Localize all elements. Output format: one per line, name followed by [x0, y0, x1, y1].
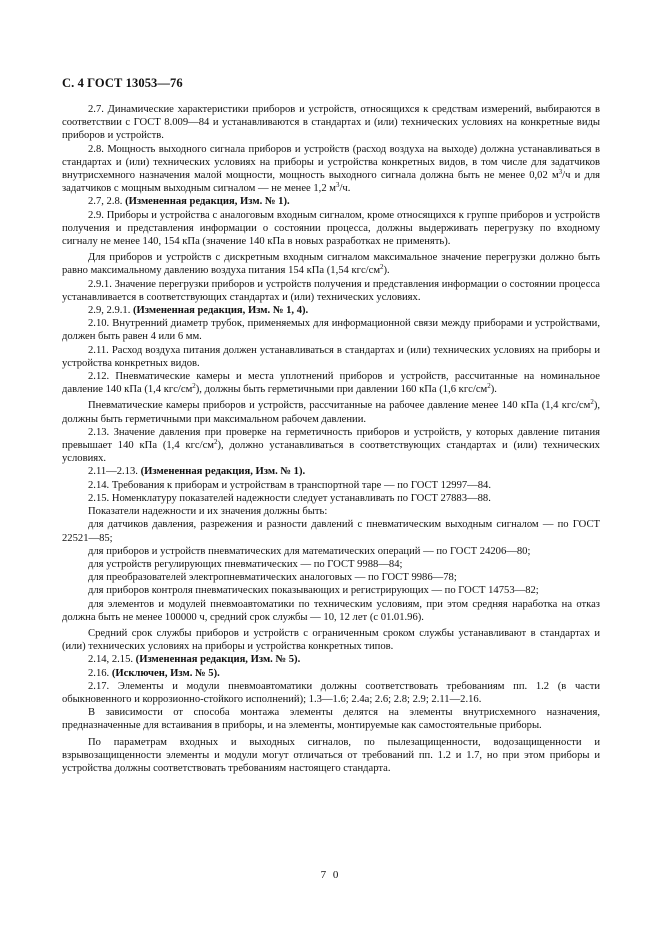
document-body [62, 103, 600, 775]
paragraph-2-9-1: 2.9.1. Значение перегрузки приборов и устройств получения и представления информации о состоянии процесса устанавливается в соответствующих стандартах и (или) технических условиях. [62, 278, 600, 303]
paragraph-2-17: 2.17. Элементы и модули пневмоавтоматики должны соответствовать требованиям пп. 1.2 (в части обыкновенного и коррозионно-стойкого исполнений); 1.3—1.6; 2.4а; 2.6; 2.8; 2.9; 2.11—2.16. [62, 680, 600, 705]
paragraph-2-7: 2.7. Динамические характеристики приборов и устройств, относящихся к средствам измерений, выбираются в соответствии с ГОСТ 8.009—84 и устанавливаются в стандартах и (или) технических условиях на конкретные виды приборов и устройств. [62, 104, 600, 142]
paragraph-2-16: 2.16. (Исключен, Изм. № 5). [88, 667, 220, 679]
amendment-2-11-2-13: 2.11—2.13. (Измененная редакция, Изм. № 1). [88, 466, 306, 478]
paragraph-2-13: 2.13. Значение давления при проверке на герметичность приборов и устройств, у которых давление питания превышает 140 кПа (1,4 кгс/$см^2$), должно устанавливаться в соответствующих стандартах и (или) технических условиях. [62, 426, 600, 465]
reliability-item: для устройств регулирующих пневматических — по ГОСТ 9988—84; [88, 558, 403, 570]
paragraph-2-12: 2.12. Пневматические камеры и места уплотнений приборов и устройств, рассчитанные на номинальное давление 140 кПа (1,4 кгс/$см^2$), должны быть герметичными при давлении 160 кПа (1,6 кгс/$см^2$). [62, 371, 600, 396]
paragraph-2-8: 2.8. Мощность выходного сигнала приборов и устройств (расход воздуха на выходе) должна устанавливаться в стандартах и (или) технических условиях на приборы и устройства конкретных видов, в том числе для задатчиков внутрисхемного назначения малой мощности, мощность выходного сигнала должна быть не менее 0,02 $м^3/ч$ и для задатчиков с мощным выходным сигналом — не менее 1,2 $м^3/ч$. [62, 143, 600, 195]
reliability-item: для приборов контроля пневматических показывающих и регистрирующих — по ГОСТ 14753—82; [88, 585, 539, 597]
paragraph-2-17-mounting: В зависимости от способа монтажа элементы делятся на элементы внутрисхемного назначения, предназначенные для встаивания в приборы, и на элементы, монтируемые как самостоятельные приборы. [62, 707, 600, 732]
paragraph-2-17-signals: По параметрам входных и выходных сигналов, по пылезащищенности, водозащищенности и взрывозащищенности элементы и модули могут отличаться от требований пп. 1.2 и 1.7, но при этом приборы и устройства должны соответствовать требованиям настоящего стандарта. [62, 736, 600, 774]
amendment-2-7-2-8: 2.7, 2.8. (Измененная редакция, Изм. № 1). [88, 196, 290, 208]
paragraph-2-12-working-pressure: Пневматические камеры приборов и устройств, рассчитанные на рабочее давление менее 140 кПа (1,4 кгс/$см^2$), должны быть герметичными при максимальном рабочем давлении. [62, 398, 600, 425]
paragraph-2-15: 2.15. Номенклатуру показателей надежности следует устанавливать по ГОСТ 27883—88. [88, 492, 491, 504]
reliability-intro: Показатели надежности и их значения должны быть: [88, 506, 328, 518]
paragraph-2-11: 2.11. Расход воздуха питания должен устанавливаться в стандартах и (или) технических условиях на приборы и устройства конкретных видов. [62, 344, 600, 369]
service-life-paragraph: Средний срок службы приборов и устройств с ограниченным сроком службы устанавливают в стандартах и (или) технических условиях на приборы и устройства конкретных типов. [62, 627, 600, 653]
amendment-2-14-2-15: 2.14, 2.15. (Измененная редакция, Изм. № 5). [88, 654, 301, 666]
reliability-item: для датчиков давления, разрежения и разности давлений с пневматическим выходным сигналом — по ГОСТ 22521—85; [62, 519, 600, 544]
paragraph-2-10: 2.10. Внутренний диаметр трубок, применяемых для информационной связи между приборами и устройствами, должен быть равен 4 или 6 мм. [62, 318, 600, 343]
paragraph-2-9: 2.9. Приборы и устройства с аналоговым входным сигналом, кроме относящихся к группе приборов и устройств получения и представления информации о состоянии процесса, должны выдерживать перегрузку по входному сигналу не менее 140, 154 кПа (значение 140 кПа в новых разработках не применять). [62, 209, 600, 248]
reliability-item: для преобразователей электропневматических аналоговых — по ГОСТ 9986—78; [88, 572, 457, 584]
amendment-2-9-2-9-1: 2.9, 2.9.1. (Измененная редакция, Изм. № 1, 4). [88, 305, 309, 317]
reliability-item: для приборов и устройств пневматических для математических операций — по ГОСТ 24206—80; [88, 545, 531, 557]
page-header: С. 4 ГОСТ 13053—76 [62, 76, 183, 90]
paragraph-2-9-discrete: Для приборов и устройств с дискретным входным сигналом максимальное значение перегрузки должно быть равно максимальному давлению воздуха питания 154 кПа (1,54 кгс/$см^2$). [62, 252, 600, 277]
page-number: 7 0 [320, 869, 341, 881]
paragraph-2-14: 2.14. Требования к приборам и устройствам в транспортной таре — по ГОСТ 12997—84. [88, 479, 491, 491]
reliability-item: для элементов и модулей пневмоавтоматики по техническим условиям, при этом средняя наработка на отказ должна быть не менее 100000 ч, средний срок службы — 10, 12 лет (с 01.01.96). [62, 598, 600, 623]
